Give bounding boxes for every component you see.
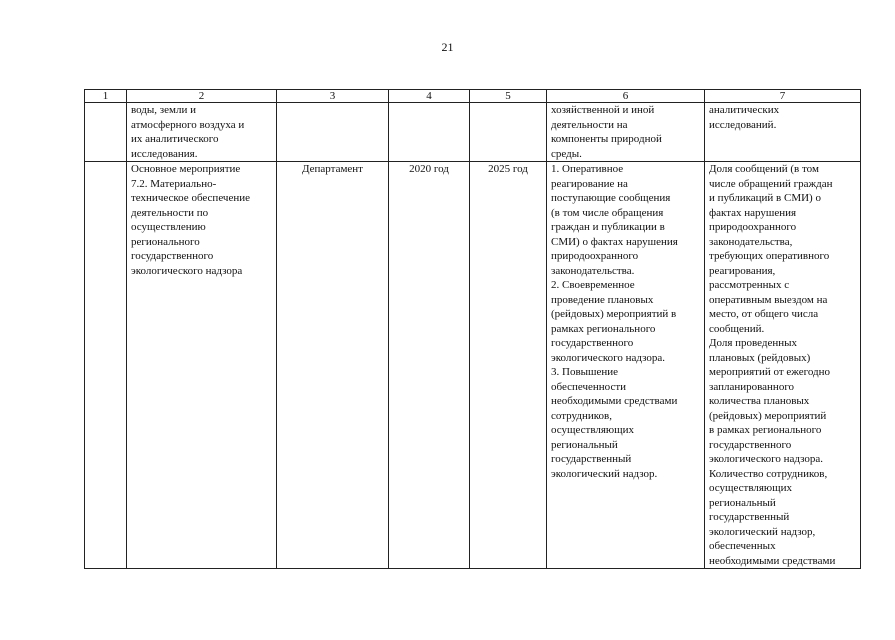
cell-activity: Основное мероприятие 7.2. Материально- техническое обеспечение деятельности по осуществлению регионального государственного экологического надзора: [127, 162, 277, 569]
cell-executor: [277, 103, 389, 162]
program-table: [84, 89, 861, 569]
cell-expected-results: хозяйственной и иной деятельности на компоненты природной среды.: [547, 103, 705, 162]
cell-indicators: Доля сообщений (в том числе обращений граждан и публикаций в СМИ) о фактах нарушения природоохранного законодательства, требующих оперативного реагирования, рассмотренных с оперативным выездом на место, от общего числа сообщений. Доля проведенных плановых (рейдовых) мероприятий от ежегодно запланированного количества плановых (рейдовых) мероприятий в рамках регионального государственного экологического надзора. Количество сотрудников, осуществляющих региональный государственный экологический надзор, обеспеченных необходимыми средствами: [705, 162, 861, 569]
table-row-main: [85, 162, 861, 569]
cell-activity: воды, земли и атмосферного воздуха и их аналитического исследования.: [127, 103, 277, 162]
header-col-5: 5: [470, 90, 547, 103]
cell-end-year: [470, 103, 547, 162]
header-col-2: 2: [127, 90, 277, 103]
cell-end-year: 2025 год: [470, 162, 547, 569]
cell-start-year: 2020 год: [389, 162, 470, 569]
cell-executor: Департамент: [277, 162, 389, 569]
header-col-6: 6: [547, 90, 705, 103]
header-col-4: 4: [389, 90, 470, 103]
cell-number: [85, 162, 127, 569]
header-row: [85, 90, 861, 103]
cell-start-year: [389, 103, 470, 162]
cell-expected-results: 1. Оперативное реагирование на поступающие сообщения (в том числе обращения граждан и публикации в СМИ) о фактах нарушения природоохранного законодательства. 2. Своевременное проведение плановых (рейдовых) мероприятий в рамках регионального государственного экологического надзора. 3. Повышение обеспеченности необходимыми средствами сотрудников, осуществляющих региональный государственный экологический надзор.: [547, 162, 705, 569]
cell-number: [85, 103, 127, 162]
header-col-7: 7: [705, 90, 861, 103]
table-row-continued: [85, 103, 861, 162]
cell-indicators: аналитических исследований.: [705, 103, 861, 162]
page-number: 21: [441, 40, 454, 54]
header-col-1: 1: [85, 90, 127, 103]
header-col-3: 3: [277, 90, 389, 103]
